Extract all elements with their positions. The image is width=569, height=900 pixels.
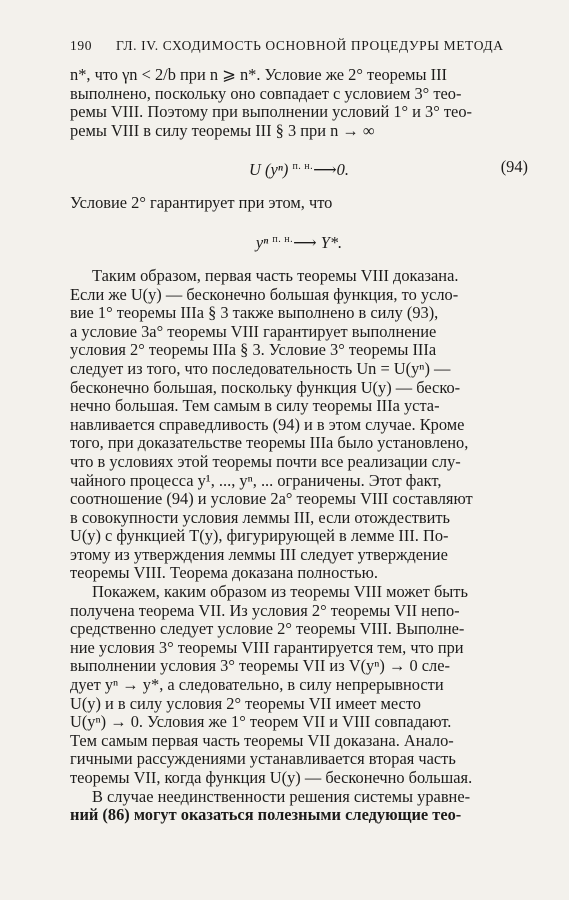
text-line: U(yⁿ) → 0. Условия же 1° теорем VII и VIII совпадают. bbox=[70, 712, 452, 732]
text-line: соотношение (94) и условие 2a° теоремы VIII составляют bbox=[70, 489, 473, 509]
equation-number: (94) bbox=[500, 157, 528, 177]
text-line: Тем самым первая часть теоремы VII доказана. Анало- bbox=[70, 730, 454, 750]
text-line: выполнено, поскольку оно совпадает с условием 3° тео- bbox=[70, 83, 462, 103]
text-line: нечно большая. Тем самым в силу теоремы IIIa уста- bbox=[70, 396, 440, 416]
text-line: средственно следует условие 2° теоремы VIII. Выполне- bbox=[70, 619, 465, 639]
text-line: получена теорема VII. Из условия 2° теоремы VII непо- bbox=[70, 600, 460, 620]
text-line: Условие 2° гарантирует при этом, что bbox=[70, 193, 333, 213]
convergence-arrow bbox=[292, 160, 336, 179]
arrow-icon: ⟶ bbox=[313, 160, 337, 180]
text-line: следует из того, что последовательность Un = U(yⁿ) — bbox=[70, 358, 451, 378]
text-line: гичными рассуждениями устанавливается вторая часть bbox=[70, 749, 456, 769]
arrow-note: п. н. bbox=[272, 233, 294, 245]
text-line: теоремы VII, когда функция U(y) — бесконечно большая. bbox=[70, 768, 473, 787]
text-line: а условие 3a° теоремы VIII гарантирует выполнение bbox=[70, 321, 437, 341]
text-line: ний (86) могут оказаться полезными следующие тео- bbox=[70, 805, 462, 825]
formula-right: 0. bbox=[336, 160, 349, 180]
text-line: бесконечно большая, поскольку функция U(y) — беско- bbox=[70, 377, 461, 397]
page-body bbox=[70, 66, 528, 825]
text-line: условия 2° теоремы IIIa § 3. Условие 3° теоремы IIIa bbox=[70, 340, 437, 360]
text-line: U(y) и в силу условия 2° теоремы VII имеет место bbox=[70, 693, 421, 713]
text-line: ние условия 3° теоремы VIII гарантируется тем, что при bbox=[70, 637, 464, 657]
text-line: вие 1° теоремы IIIa § 3 также выполнено в силу (93), bbox=[70, 303, 439, 323]
formula-right: Y*. bbox=[320, 232, 343, 252]
text-line: ремы VIII в силу теоремы III § 3 при n → ∞ bbox=[70, 120, 375, 140]
formula-left: yⁿ bbox=[255, 232, 269, 252]
page-header bbox=[70, 38, 504, 54]
formula-94 bbox=[70, 156, 528, 178]
text-line: того, при доказательстве теоремы IIIa было установлено, bbox=[70, 433, 469, 453]
text-line: этому из утверждения леммы III следует утверждение bbox=[70, 544, 448, 564]
running-title: ГЛ. IV. СХОДИМОСТЬ ОСНОВНОЙ ПРОЦЕДУРЫ МЕТОДА bbox=[116, 38, 504, 53]
paragraph-1 bbox=[70, 267, 528, 583]
arrow-icon: ⟶ bbox=[293, 232, 317, 252]
text-line: Таким образом, первая часть теоремы VIII доказана. bbox=[92, 265, 459, 285]
text-line: U(y) с функцией T(y), фигурирующей в лемме III. По- bbox=[70, 526, 449, 546]
text-line: теоремы VIII. Теорема доказана полностью. bbox=[70, 563, 378, 583]
text-line: В случае неединственности решения системы уравне- bbox=[92, 786, 471, 806]
paragraph-3 bbox=[70, 788, 528, 825]
formula-convergence bbox=[70, 229, 528, 251]
formula-left: U (yⁿ) bbox=[249, 160, 289, 180]
text-line: выполнении условия 3° теоремы VII из V(yⁿ) → 0 сле- bbox=[70, 656, 450, 676]
text-line: ремы VIII. Поэтому при выполнении условий 1° и 3° тео- bbox=[70, 102, 472, 122]
convergence-arrow bbox=[272, 233, 316, 252]
paragraph-2 bbox=[70, 583, 528, 788]
text-line: n*, что γn < 2/b при n ⩾ n*. Условие же 2° теоремы III bbox=[70, 65, 447, 84]
text-line: чайного процесса y¹, ..., yⁿ, ... ограничены. Этот факт, bbox=[70, 470, 442, 490]
text-line: навливается справедливость (94) и в этом случае. Кроме bbox=[70, 414, 465, 434]
text-line: что в условиях этой теоремы почти все реализации слу- bbox=[70, 451, 461, 471]
text-line: в совокупности условия леммы III, если отождествить bbox=[70, 507, 451, 527]
text-line: дует yⁿ → y*, а следовательно, в силу непрерывности bbox=[70, 675, 444, 695]
arrow-note: п. н. bbox=[292, 161, 314, 173]
text-line: Если же U(y) — бесконечно большая функция, то усло- bbox=[70, 284, 459, 304]
text-line: Покажем, каким образом из теоремы VIII может быть bbox=[92, 582, 468, 602]
page-number: 190 bbox=[70, 38, 93, 53]
